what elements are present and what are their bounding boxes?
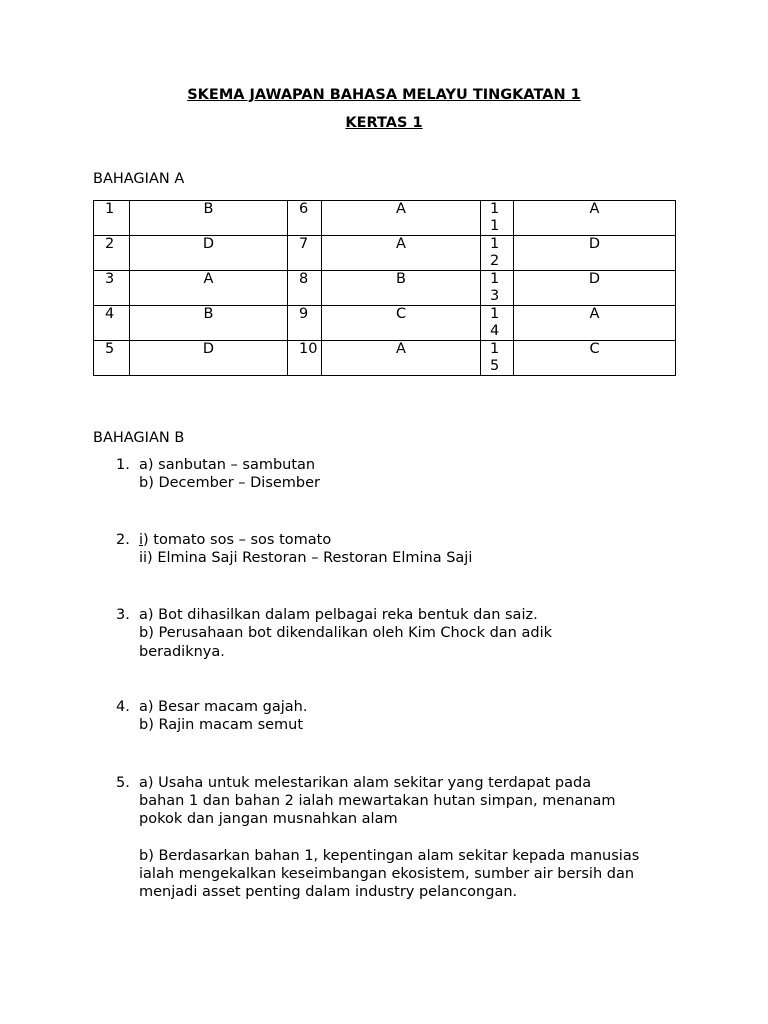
answer-table bbox=[93, 200, 676, 376]
answer-line: a) Usaha untuk melestarikan alam sekitar yang terdapat pada bbox=[139, 774, 592, 791]
question-number: 2. bbox=[116, 531, 130, 548]
question-number: 5. bbox=[116, 774, 130, 791]
document-title: SKEMA JAWAPAN BAHASA MELAYU TINGKATAN 1 bbox=[187, 87, 581, 103]
answer-cell: D bbox=[130, 236, 288, 271]
answer-cell: B bbox=[130, 306, 288, 341]
table-row bbox=[94, 201, 676, 236]
answer-cell: A bbox=[322, 341, 481, 376]
question-number: 5 bbox=[94, 341, 130, 376]
question-number: 6 bbox=[288, 201, 322, 236]
answer-line: bahan 1 dan bahan 2 ialah mewartakan hutan simpan, menanam bbox=[139, 792, 616, 809]
question-number: 8 bbox=[288, 271, 322, 306]
list-item bbox=[93, 606, 693, 661]
answer-cell: D bbox=[130, 341, 288, 376]
answer-cell: C bbox=[322, 306, 481, 341]
answer-line: menjadi asset penting dalam industry pelancongan. bbox=[139, 884, 518, 901]
table-row bbox=[94, 271, 676, 306]
question-number: 4. bbox=[116, 699, 130, 716]
answer-cell: A bbox=[130, 271, 288, 306]
answer-cell: A bbox=[514, 306, 676, 341]
answer-line: a) Bot dihasilkan dalam pelbagai reka bentuk dan saiz. bbox=[139, 607, 538, 624]
section-b-heading: BAHAGIAN B bbox=[93, 430, 185, 446]
answer-line: i) tomato sos – sos tomato bbox=[139, 531, 332, 548]
section-a-heading: BAHAGIAN A bbox=[93, 171, 185, 187]
table-row bbox=[94, 306, 676, 341]
list-item bbox=[93, 456, 693, 493]
question-number: 3 bbox=[94, 271, 130, 306]
answer-line: beradiknya. bbox=[139, 643, 225, 660]
table-row bbox=[94, 341, 676, 376]
question-number: 4 bbox=[94, 306, 130, 341]
answer-line: ialah mengekalkan keseimbangan ekosistem, sumber air bersih dan bbox=[139, 865, 635, 882]
answer-cell: D bbox=[514, 236, 676, 271]
answer-line: b) Berdasarkan bahan 1, kepentingan alam sekitar kepada manusias bbox=[139, 847, 640, 864]
question-number: 12 bbox=[481, 236, 514, 271]
answer-cell: B bbox=[130, 201, 288, 236]
answer-cell: B bbox=[322, 271, 481, 306]
question-number: 11 bbox=[481, 201, 514, 236]
document-subtitle: KERTAS 1 bbox=[345, 115, 423, 131]
question-number: 3. bbox=[116, 607, 130, 624]
answer-cell: A bbox=[514, 201, 676, 236]
question-number: 15 bbox=[481, 341, 514, 376]
question-number: 1. bbox=[116, 457, 130, 473]
table-row bbox=[94, 236, 676, 271]
list-item bbox=[93, 531, 693, 568]
answer-line: b) Perusahaan bot dikendalikan oleh Kim Chock dan adik bbox=[139, 625, 552, 642]
question-number: 7 bbox=[288, 236, 322, 271]
answer-cell: A bbox=[322, 236, 481, 271]
answer-cell: C bbox=[514, 341, 676, 376]
question-number: 10 bbox=[288, 341, 322, 376]
answer-line: a) Besar macam gajah. bbox=[139, 699, 308, 716]
answer-cell: A bbox=[322, 201, 481, 236]
question-number: 2 bbox=[94, 236, 130, 271]
answer-line: pokok dan jangan musnahkan alam bbox=[139, 811, 398, 828]
list-item bbox=[93, 774, 693, 902]
question-number: 13 bbox=[481, 271, 514, 306]
section-b-answers bbox=[93, 456, 693, 901]
question-number: 14 bbox=[481, 306, 514, 341]
list-item bbox=[93, 698, 693, 735]
answer-line: b) December – Disember bbox=[139, 475, 321, 492]
answer-cell: D bbox=[514, 271, 676, 306]
answer-line: ii) Elmina Saji Restoran – Restoran Elmina Saji bbox=[139, 549, 473, 566]
answer-line: b) Rajin macam semut bbox=[139, 717, 304, 734]
answer-line: a) sanbutan – sambutan bbox=[139, 457, 316, 473]
roman-numeral-mark: i bbox=[139, 531, 144, 548]
question-number: 9 bbox=[288, 306, 322, 341]
question-number: 1 bbox=[94, 201, 130, 236]
